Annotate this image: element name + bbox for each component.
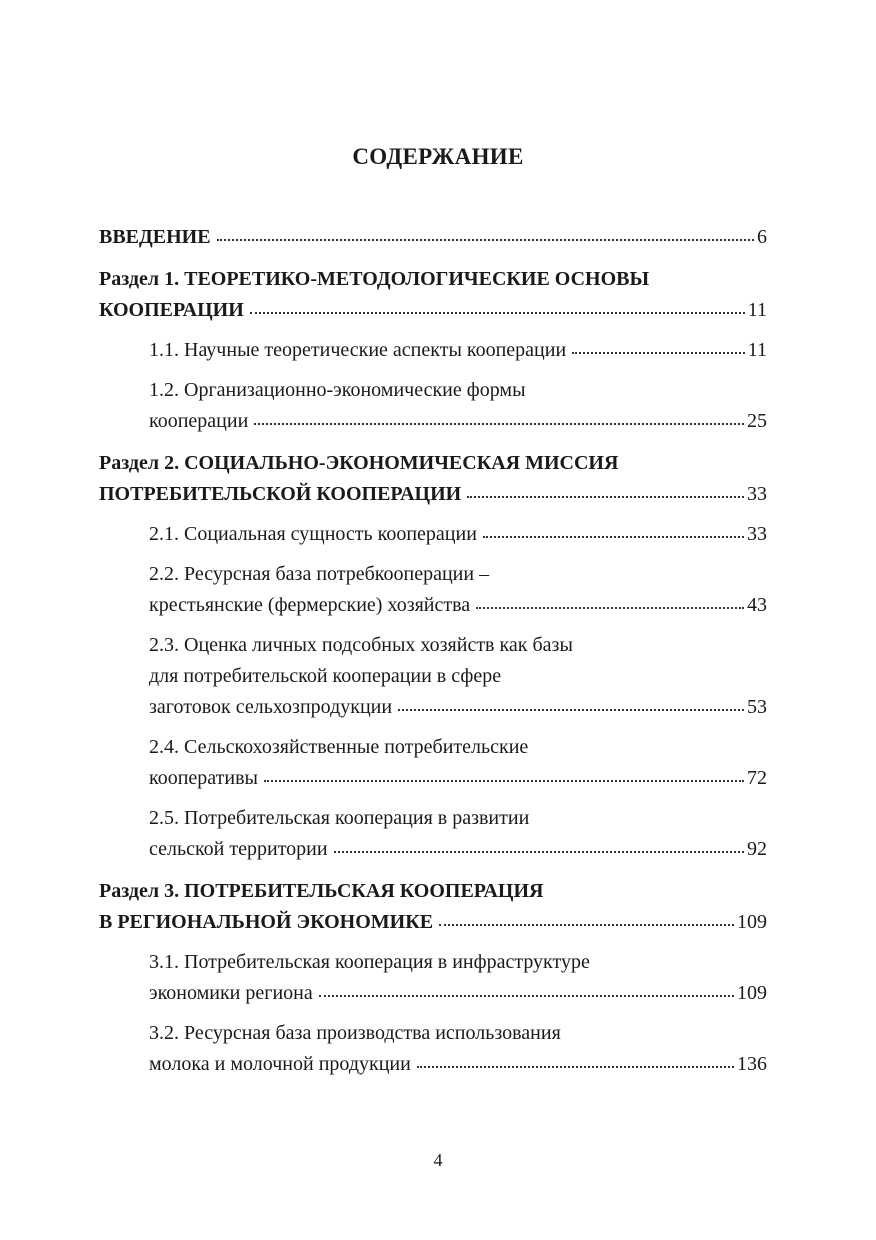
toc-subsection-entry	[99, 519, 767, 550]
toc-section-entry	[99, 876, 767, 938]
toc-entry-title-line: 2.3. Оценка личных подсобных хозяйств как базы	[149, 634, 573, 656]
toc-section-entry	[99, 264, 767, 326]
toc-page-number: 43	[747, 594, 767, 616]
toc-entry-title-line: Раздел 3. ПОТРЕБИТЕЛЬСКАЯ КООПЕРАЦИЯ	[99, 880, 544, 902]
dot-leader	[254, 423, 744, 425]
toc-entry-title-line: 2.1. Социальная сущность кооперации	[149, 523, 477, 545]
page-number: 4	[433, 1150, 443, 1170]
toc-section-entry	[99, 222, 767, 253]
toc-entry-leader-row	[99, 479, 767, 510]
toc-entry-title-line: 1.1. Научные теоретические аспекты кооперации	[149, 339, 567, 361]
page-title: СОДЕРЖАНИЕ	[352, 144, 524, 169]
toc-entry-leader-row	[149, 519, 767, 550]
toc-entry-title-line: 2.4. Сельскохозяйственные потребительские	[149, 736, 529, 758]
toc-entry-title-line: экономики региона	[149, 982, 313, 1004]
toc-entry-title-line: Раздел 1. ТЕОРЕТИКО-МЕТОДОЛОГИЧЕСКИЕ ОСНОВЫ	[99, 268, 650, 290]
toc-entry-leader-row	[99, 295, 767, 326]
toc-entry-leader-row	[99, 907, 767, 938]
toc-page-number: 109	[737, 911, 767, 933]
toc-entry-title-line: для потребительской кооперации в сфере	[149, 665, 502, 687]
toc-entry-title-line: сельской территории	[149, 838, 328, 860]
toc-entry-title-line: кооперации	[149, 410, 249, 432]
toc-entry-leader-row	[149, 406, 767, 437]
toc-subsection-entry	[99, 803, 767, 865]
toc-entry-leader-row	[99, 222, 767, 253]
toc-page-number: 53	[747, 696, 767, 718]
toc-entry-title-line: 3.1. Потребительская кооперация в инфраструктуре	[149, 951, 590, 973]
dot-leader	[250, 312, 745, 314]
dot-leader	[476, 607, 744, 609]
toc-subsection-entry	[99, 732, 767, 794]
toc-subsection-entry	[99, 630, 767, 723]
toc-entry-leader-row	[149, 590, 767, 621]
dot-leader	[264, 780, 744, 782]
toc-entry-title-line: КООПЕРАЦИИ	[99, 299, 244, 321]
toc-page-number: 33	[747, 523, 767, 545]
dot-leader	[319, 995, 734, 997]
toc-entry-title-line: крестьянские (фермерские) хозяйства	[149, 594, 471, 616]
table-of-contents	[99, 222, 767, 1080]
toc-entry-leader-row	[149, 1049, 767, 1080]
toc-page-number: 11	[747, 339, 767, 361]
toc-page-number: 109	[737, 982, 767, 1004]
dot-leader	[417, 1066, 734, 1068]
toc-entry-title-line: кооперативы	[149, 767, 258, 789]
toc-subsection-entry	[99, 947, 767, 1009]
toc-entry-title-line: молока и молочной продукции	[149, 1053, 411, 1075]
toc-section-entry	[99, 448, 767, 510]
toc-page-number: 72	[747, 767, 767, 789]
toc-entry-leader-row	[149, 978, 767, 1009]
toc-entry-title-line: В РЕГИОНАЛЬНОЙ ЭКОНОМИКЕ	[99, 911, 434, 933]
toc-subsection-entry	[99, 335, 767, 366]
dot-leader	[334, 851, 744, 853]
dot-leader	[467, 496, 744, 498]
toc-page-number: 92	[747, 838, 767, 860]
toc-page-number: 25	[747, 410, 767, 432]
toc-entry-title-line: 1.2. Организационно-экономические формы	[149, 379, 526, 401]
dot-leader	[572, 352, 745, 354]
toc-entry-title-line: ВВЕДЕНИЕ	[99, 226, 211, 248]
toc-subsection-entry	[99, 1018, 767, 1080]
toc-page-number: 136	[737, 1053, 767, 1075]
toc-entry-title-line: 2.2. Ресурсная база потребкооперации –	[149, 563, 490, 585]
toc-entry-title-line: заготовок сельхозпродукции	[149, 696, 393, 718]
toc-subsection-entry	[99, 559, 767, 621]
toc-page-number: 33	[747, 483, 767, 505]
toc-page-number: 11	[747, 299, 767, 321]
dot-leader	[483, 536, 744, 538]
dot-leader	[398, 709, 744, 711]
toc-entry-leader-row	[149, 763, 767, 794]
toc-entry-leader-row	[149, 834, 767, 865]
dot-leader	[217, 239, 754, 241]
toc-page-number: 6	[757, 226, 767, 248]
toc-subsection-entry	[99, 375, 767, 437]
toc-entry-title-line: 3.2. Ресурсная база производства использования	[149, 1022, 561, 1044]
toc-entry-title-line: 2.5. Потребительская кооперация в развитии	[149, 807, 530, 829]
toc-entry-title-line: Раздел 2. СОЦИАЛЬНО-ЭКОНОМИЧЕСКАЯ МИССИЯ	[99, 452, 619, 474]
toc-entry-leader-row	[149, 335, 767, 366]
toc-entry-title-line: ПОТРЕБИТЕЛЬСКОЙ КООПЕРАЦИИ	[99, 483, 462, 505]
toc-entry-leader-row	[149, 692, 767, 723]
dot-leader	[439, 924, 734, 926]
